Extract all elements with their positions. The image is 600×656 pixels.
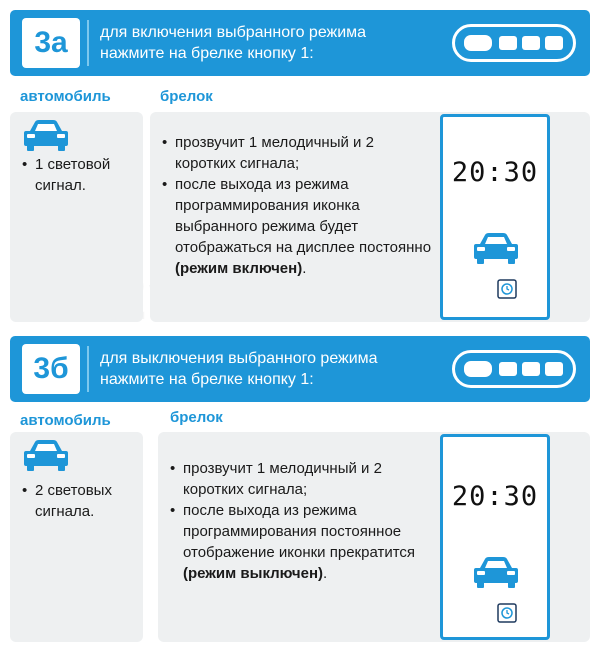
clock-readout: 20:30 — [451, 481, 539, 512]
fob-display — [440, 434, 550, 640]
step-number: 3б — [22, 344, 80, 394]
banner-3a — [10, 10, 590, 76]
fob-label: брелок — [160, 88, 213, 105]
fob-text — [162, 132, 432, 279]
instruction-line-2: нажмите на брелке кнопку 1: — [100, 371, 314, 388]
step-number: 3а — [22, 18, 80, 68]
car-signal-text: • 2 световых сигнала. — [22, 480, 137, 522]
fob-text — [170, 458, 432, 584]
clock-readout: 20:30 — [451, 157, 539, 188]
fob-display — [440, 114, 550, 320]
car-label: автомобиль — [20, 412, 111, 429]
instruction-line-1: для включения выбранного режима — [100, 24, 367, 41]
car-signal-text: • 1 световой сигнал. — [22, 154, 137, 196]
car-panel — [10, 112, 143, 322]
fob-bullet-2: • после выхода из режима программирования постоянное отображение иконки прекратится (режим выключен). — [170, 500, 432, 584]
car-panel — [10, 432, 143, 642]
instruction-text — [100, 22, 440, 64]
car-icon — [472, 231, 520, 265]
clock-mode-icon — [497, 603, 517, 623]
banner-3b — [10, 336, 590, 402]
key-fob-icon — [452, 350, 576, 388]
fob-label: брелок — [170, 409, 223, 426]
car-icon — [472, 555, 520, 589]
instruction-line-2: нажмите на брелке кнопку 1: — [100, 45, 314, 62]
divider — [87, 20, 89, 66]
fob-bullet-1: • прозвучит 1 мелодичный и 2 коротких сигнала; — [162, 132, 432, 174]
instruction-text — [100, 348, 440, 390]
fob-bullet-2: • после выхода из режима программирования иконка выбранного режима будет отображаться на дисплее постоянно (режим включен). — [162, 174, 432, 279]
instruction-line-1: для выключения выбранного режима — [100, 350, 378, 367]
fob-panel — [158, 432, 590, 642]
car-label: автомобиль — [20, 88, 111, 105]
car-icon — [22, 118, 70, 152]
clock-mode-icon — [497, 279, 517, 299]
car-icon — [22, 438, 70, 472]
divider — [87, 346, 89, 392]
key-fob-icon — [452, 24, 576, 62]
fob-bullet-1: • прозвучит 1 мелодичный и 2 коротких сигнала; — [170, 458, 432, 500]
fob-panel — [150, 112, 590, 322]
